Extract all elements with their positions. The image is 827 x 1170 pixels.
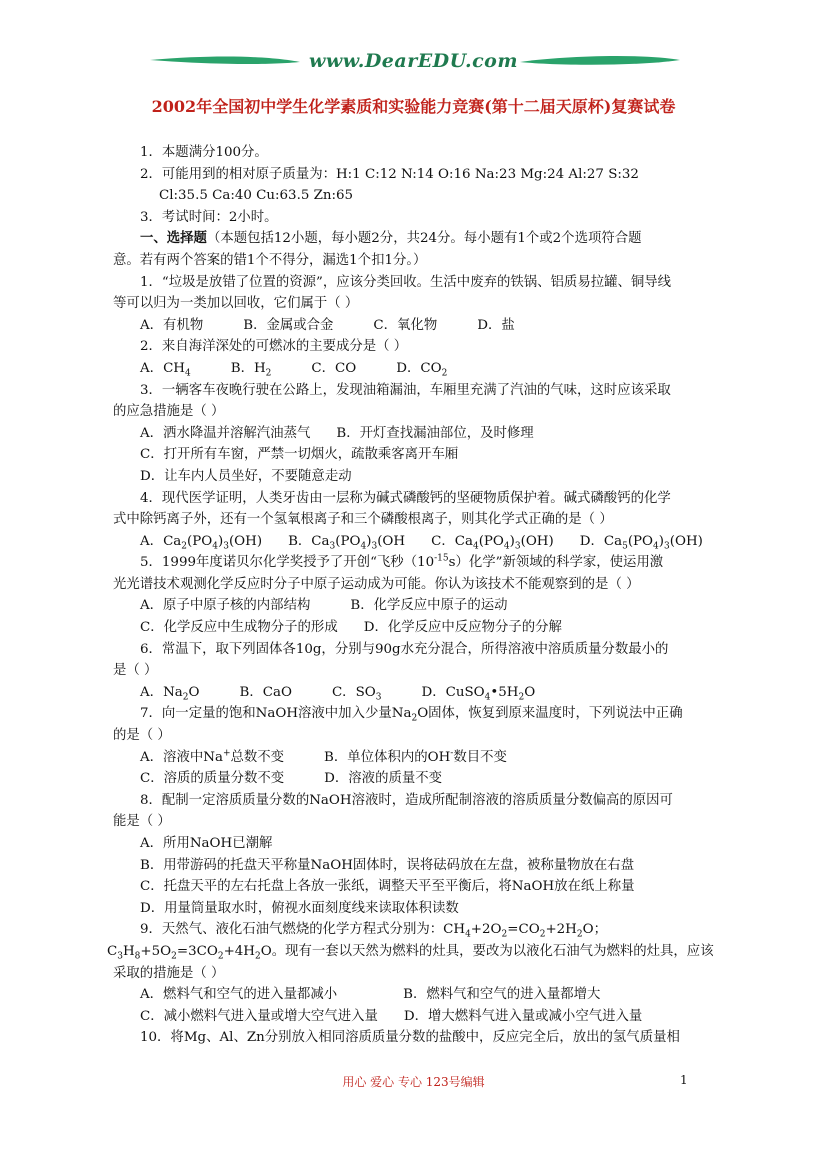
- q2-options: A．$CH_4$ B．$H_2$ C．CO D．$CO_2$: [140, 360, 448, 379]
- exam-content: [107, 142, 715, 1049]
- q1-option-d: D．盐: [477, 317, 515, 333]
- q10-stem: 10．将Mg、Al、Zn分别放入相同溶质质量分数的盐酸中，反应完全后，放出的氢气质量相: [140, 1030, 680, 1046]
- q6-options: A．$Na_2O$ B．CaO C．$SO_3$ D．$CuSO_4•5H_2O$: [140, 684, 536, 703]
- q5-options-ab: [113, 595, 715, 617]
- q8-option-d: D．用量筒量取水时，俯视水面刻度线来读取体积读数: [140, 900, 459, 916]
- q3-option-c: C．打开所有车窗，严禁一切烟火，疏散乘客离开车厢: [140, 447, 459, 463]
- q9-stem-cont: $C_3H_8+5O_2=3CO_2+4H_2O$。现有一套以天然为燃料的灶具，要改为以液化石油气为燃料的灶具，应该: [107, 943, 714, 962]
- q1-stem-cont: 等可以归为一类加以回收，它们属于（ ）: [113, 296, 359, 312]
- q1-option-c: C．氧化物: [373, 317, 438, 333]
- q8-option-c: C．托盘天平的左右托盘上各放一张纸，调整天平至平衡后，将NaOH放在纸上称量: [140, 879, 635, 895]
- q5-option-c: C．化学反应中生成物分子的形成: [140, 620, 338, 636]
- q8-option-b: B．用带游码的托盘天平称量NaOH固体时，误将砝码放在左盘，被称量物放在右盘: [140, 857, 635, 873]
- section-desc: （本题包括12小题，每小题2分，共24分。每小题有1个或2个选项符合题: [206, 231, 642, 247]
- section-desc-cont: 意。若有两个答案的错1个不得分，漏选1个扣1分。）: [113, 252, 427, 268]
- q2-stem: 2．来自海洋深处的可燃冰的主要成分是（ ）: [140, 339, 408, 355]
- q1-options: [113, 315, 715, 337]
- q4-stem-cont: 式中除钙离子外，还有一个氢氧根离子和三个磷酸根离子，则其化学式正确的是（ ）: [113, 512, 613, 528]
- footer-slogan: 用心 爱心 专心 123号编辑: [342, 1075, 485, 1089]
- q6-stem: 6．常温下，取下列固体各10g，分别与90g水充分混合，所得溶液中溶质质量分数最小的: [140, 641, 669, 657]
- q3-stem-cont: 的应急措施是（ ）: [113, 404, 225, 420]
- section-heading: 一、选择题: [140, 230, 207, 247]
- q8-option-a: A．所用NaOH已潮解: [140, 836, 273, 851]
- q1-stem: 1．“垃圾是放错了位置的资源”，应该分类回收。生活中废弃的铁锅、铝质易拉罐、铜导线: [140, 274, 672, 290]
- q9-stem-cont2: 采取的措施是（ ）: [113, 965, 225, 981]
- q4-stem: 4．现代医学证明，人类牙齿由一层称为碱式磷酸钙的坚硬物质保护着。碱式磷酸钙的化学: [140, 490, 671, 506]
- q3-option-a: A．洒水降温并溶解汽油蒸气: [140, 425, 311, 441]
- q4-options: A．$Ca_2(PO_4)_3(OH)$ B．$Ca_3(PO_4)_3(OH$ C．$Ca_4(PO_4)_3(OH)$ D．$Ca_5(PO_4)_3(OH)$: [140, 533, 703, 552]
- q1-option-a: A．有机物: [140, 317, 204, 333]
- q3-stem: 3．一辆客车夜晚行驶在公路上，发现油箱漏油，车厢里充满了汽油的气味，这时应该采取: [140, 382, 671, 398]
- q3-option-d: D．让车内人员坐好，不要随意走动: [140, 468, 352, 484]
- q7-stem: 7．向一定量的饱和NaOH溶液中加入少量$Na_2O$固体，恢复到原来温度时，下列说法中正确: [140, 706, 683, 725]
- note-2: 2．可能用到的相对原子质量为：H:1 C:12 N:14 O:16 Na:23 Mg:24 Al:27 S:32: [140, 166, 639, 182]
- page-title: 2002年全国初中学生化学素质和实验能力竞赛(第十二届天原杯)复赛试卷: [151, 97, 676, 116]
- note-2-cont: Cl:35.5 Ca:40 Cu:63.5 Zn:65: [159, 188, 354, 204]
- q7-stem-cont: 的是（ ）: [113, 728, 171, 744]
- q9-options-cd: C．减小燃料气进入量或增大空气进入量 D．增大燃料气进入量或减小空气进入量: [140, 1008, 643, 1024]
- q5-option-a: A．原子中原子核的内部结构: [140, 598, 311, 614]
- q9-stem: 9．天然气、液化石油气燃烧的化学方程式分别为：$CH_4+2O_2=CO_2+2H_2O$；: [140, 922, 607, 941]
- note-3: 3．考试时间：2小时。: [140, 209, 278, 225]
- q3-option-b: B．开灯查找漏油部位，及时修理: [336, 425, 534, 441]
- q1-option-b: B．金属或合金: [243, 317, 334, 333]
- q8-stem: 8．配制一定溶质质量分数的NaOH溶液时，造成所配制溶液的溶质质量分数偏高的原因可: [140, 792, 673, 808]
- q7-options-cd: C．溶质的质量分数不变 D．溶液的质量不变: [140, 771, 443, 787]
- site-logo-text: www.DearEDU.com: [309, 50, 518, 72]
- note-1: 1．本题满分100分。: [140, 145, 268, 160]
- q9-options-ab: A．燃料气和空气的进入量都减小 B．燃料气和空气的进入量都增大: [140, 987, 601, 1003]
- q6-stem-cont: 是（ ）: [113, 663, 158, 679]
- section-heading-line: [113, 228, 715, 250]
- page-number: 1: [680, 1073, 688, 1087]
- q5-option-d: D．化学反应中反应物分子的分解: [363, 620, 562, 636]
- q5-stem-cont: 光光谱技术观测化学反应时分子中原子运动成为可能。你认为该技术不能观察到的是（ ）: [113, 576, 640, 592]
- page-header: [0, 0, 827, 80]
- q5-stem: 5．1999年度诺贝尔化学奖授予了开创“飞秒$(10^{-15}s)$化学”新领域的科学家，使运用激: [140, 553, 664, 571]
- q5-options-cd: [113, 617, 715, 639]
- q3-options-ab: [113, 423, 715, 445]
- q7-options-ab: A．溶液中Na+总数不变 B．单位体积内的OH-数目不变: [140, 748, 507, 765]
- q8-stem-cont: 能是（ ）: [113, 814, 171, 830]
- q5-option-b: B．化学反应中原子的运动: [350, 598, 508, 614]
